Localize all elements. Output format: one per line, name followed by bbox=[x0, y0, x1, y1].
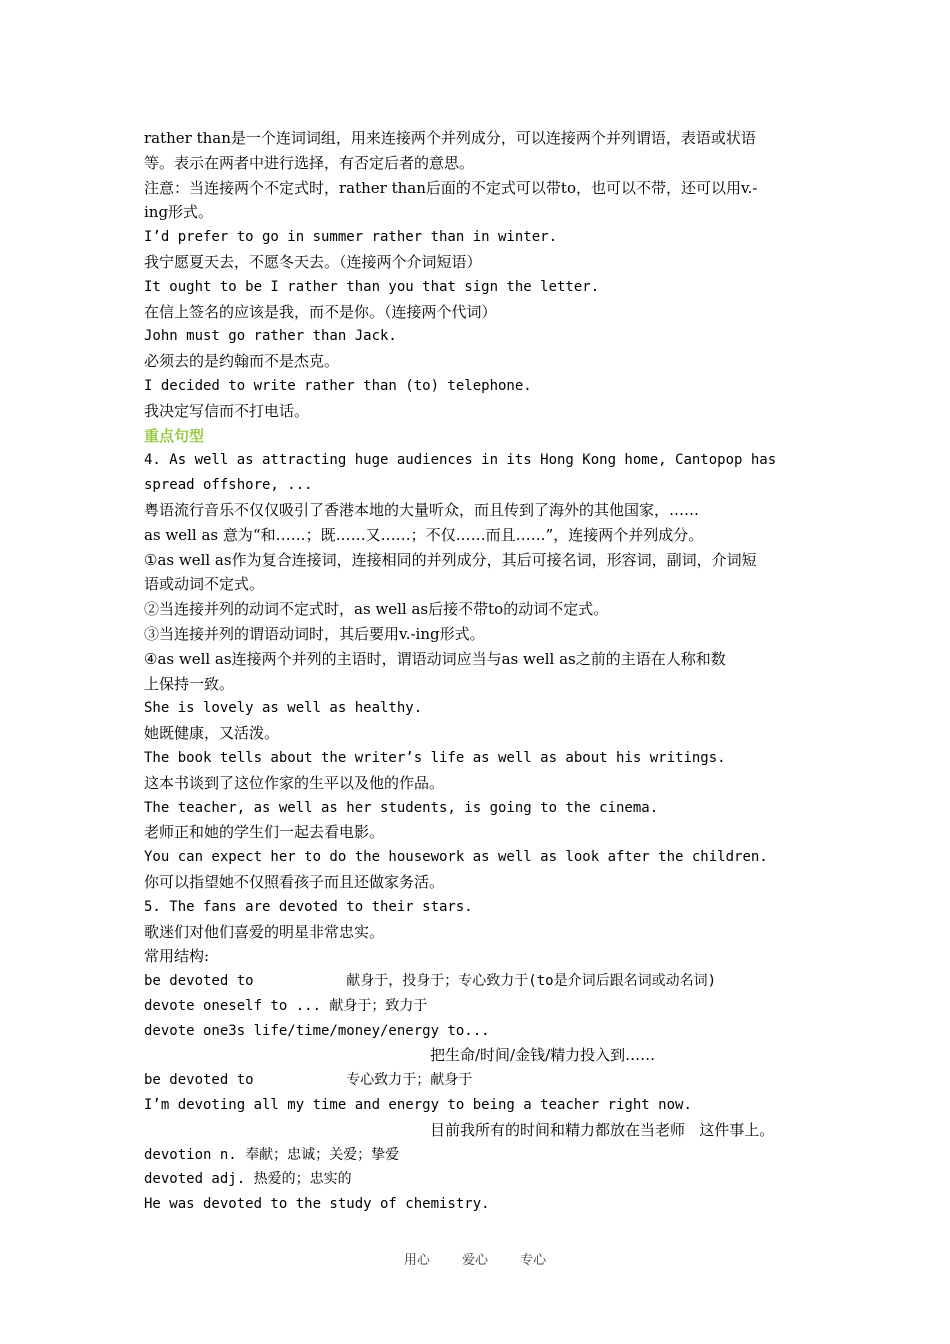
text-line: I decided to write rather than (to) telephone. bbox=[144, 377, 532, 394]
page-footer: 用心 爱心 专心 bbox=[403, 1253, 547, 1268]
text-line: devoted adj. 热爱的；忠实的 bbox=[144, 1171, 352, 1188]
text-line: You can expect her to do the housework as well as look after the children. bbox=[144, 849, 768, 866]
text-line: be devoted to 专心致力于；献身于 bbox=[144, 1072, 473, 1089]
text-line: rather than是一个连词词组，用来连接两个并列成分，可以连接两个并列谓语，表语或状语 bbox=[144, 129, 756, 147]
text-line: 老师正和她的学生们一起去看电影。 bbox=[144, 823, 385, 842]
document-body bbox=[144, 126, 814, 1217]
text-line: 等。表示在两者中进行选择，有否定后者的意思。 bbox=[144, 153, 475, 172]
text-line: ④as well as连接两个并列的主语时，谓语动词应当与as well as之前的主语在人称和数 bbox=[144, 649, 726, 668]
text-line: be devoted to 献身于，投身于；专心致力于(to是介词后跟名词或动名词) bbox=[144, 973, 717, 990]
text-line: 歌迷们对他们喜爱的明星非常忠实。 bbox=[144, 922, 385, 941]
text-line: ③当连接并列的谓语动词时，其后要用v.-ing形式。 bbox=[144, 624, 485, 643]
text-line: 把生命/时间/金钱/精力投入到…… bbox=[430, 1046, 656, 1065]
text-line: He was devoted to the study of chemistry. bbox=[144, 1196, 490, 1213]
text-line: 这本书谈到了这位作家的生平以及他的作品。 bbox=[144, 773, 445, 792]
text-line: 我决定写信而不打电话。 bbox=[144, 401, 310, 420]
text-line: ing形式。 bbox=[144, 203, 214, 222]
text-line: as well as 意为“和……；既……又……；不仅……而且……”，连接两个并列成分。 bbox=[144, 525, 704, 544]
text-line: 你可以指望她不仅照看孩子而且还做家务活。 bbox=[144, 872, 445, 891]
text-line: 注意：当连接两个不定式时，rather than后面的不定式可以带to，也可以不带，还可以用v.- bbox=[144, 178, 758, 197]
text-line: John must go rather than Jack. bbox=[144, 328, 397, 345]
text-line: 在信上签名的应该是我，而不是你。（连接两个代词） bbox=[144, 302, 497, 321]
text-line: 粤语流行音乐不仅仅吸引了香港本地的大量听众，而且传到了海外的其他国家，…… bbox=[144, 500, 700, 519]
text-line: 必须去的是约翰而不是杰克。 bbox=[144, 352, 340, 371]
text-line: devotion n. 奉献；忠诚；关爱；挚爱 bbox=[144, 1146, 400, 1163]
text-line: I’m devoting all my time and energy to being a teacher right now. bbox=[144, 1097, 692, 1114]
text-line: The teacher, as well as her students, is going to the cinema. bbox=[144, 799, 659, 816]
text-line: 她既健康，又活泼。 bbox=[144, 724, 280, 743]
text-line: devote oneself to ... 献身于；致力于 bbox=[144, 997, 428, 1014]
text-line: The book tells about the writer’s life as well as about his writings. bbox=[144, 749, 726, 766]
text-line: spread offshore, ... bbox=[144, 477, 313, 494]
text-line: 上保持一致。 bbox=[144, 674, 235, 693]
text-line: devote one3s life/time/money/energy to... bbox=[144, 1022, 490, 1039]
text-line: 常用结构: bbox=[144, 947, 210, 966]
text-line: 目前我所有的时间和精力都放在当老师 这件事上。 bbox=[430, 1120, 775, 1139]
text-line: She is lovely as well as healthy. bbox=[144, 700, 423, 717]
section-heading: 重点句型 bbox=[144, 426, 205, 445]
text-line: It ought to be I rather than you that sign the letter. bbox=[144, 278, 600, 295]
text-line: 4. As well as attracting huge audiences in its Hong Kong home, Cantopop has bbox=[144, 452, 777, 469]
text-line: ②当连接并列的动词不定式时，as well as后接不带to的动词不定式。 bbox=[144, 600, 609, 619]
text-line: I’d prefer to go in summer rather than in winter. bbox=[144, 229, 558, 246]
text-line: ①as well as作为复合连接词，连接相同的并列成分，其后可接名词，形容词，副词，介词短 bbox=[144, 550, 757, 569]
text-line: 5. The fans are devoted to their stars. bbox=[144, 898, 473, 915]
text-line: 语或动词不定式。 bbox=[144, 575, 265, 594]
text-line: 我宁愿夏天去，不愿冬天去。（连接两个介词短语） bbox=[144, 252, 482, 271]
